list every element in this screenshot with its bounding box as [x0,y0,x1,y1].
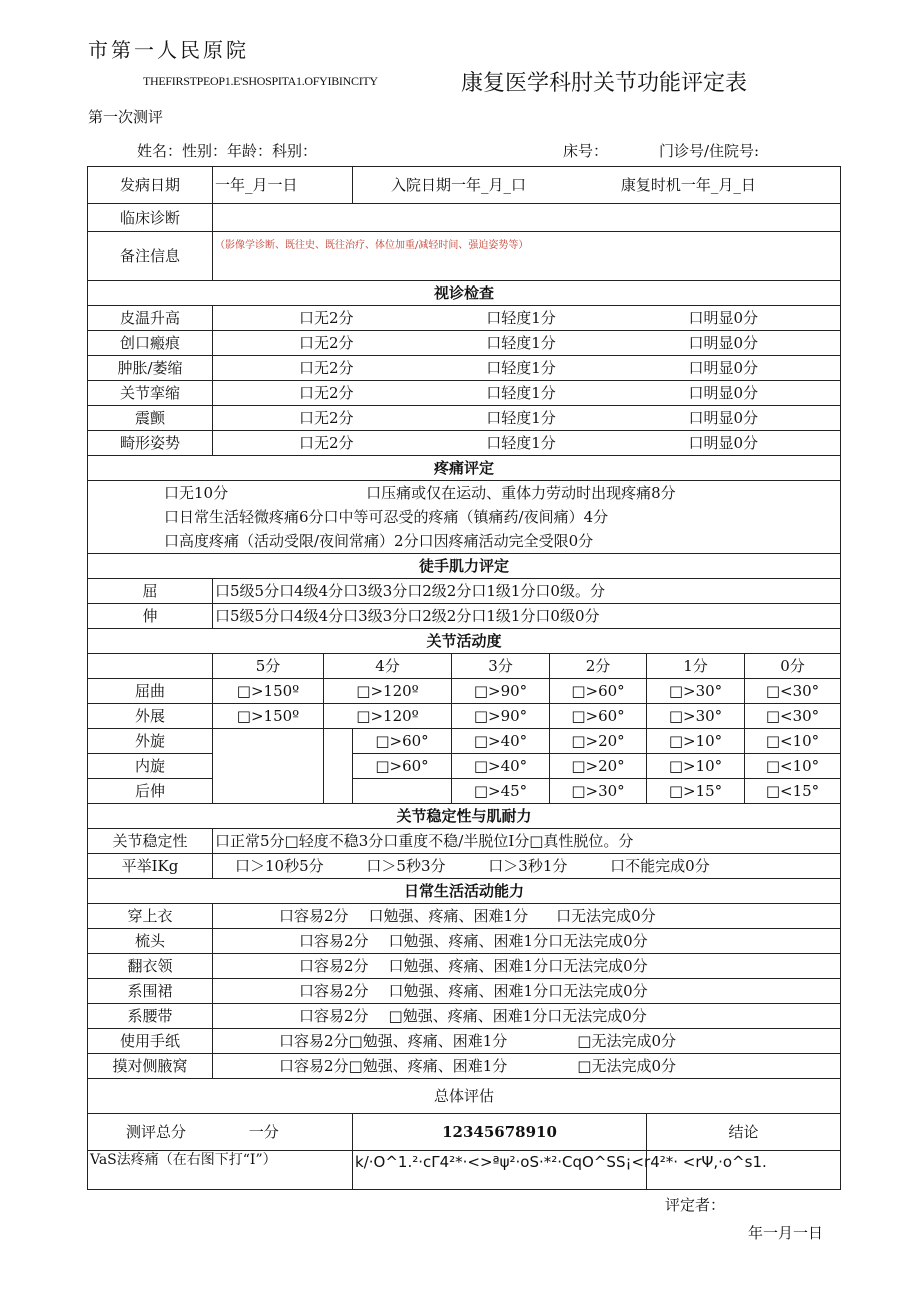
adl-option-unable[interactable]: 口无法完成0分 [556,907,656,925]
adl-option-unable[interactable]: 口无法完成0分 [548,982,648,1000]
evaluator-label: 评定者： [665,1196,726,1214]
rom-option[interactable]: □>150º [213,704,324,729]
bed-number: 床号： [563,142,609,160]
adl-label: 穿上衣 [88,904,213,929]
rom-option[interactable]: □>60° [353,754,452,779]
hospital-name: 市第一人民原院 [88,38,249,62]
rom-option[interactable]: □>15° [647,779,745,804]
rom-header: 4分 [324,654,452,679]
visual-label: 创口瘢痕 [88,331,213,356]
visual-section-title: 视诊检查 [88,281,841,306]
rom-option[interactable]: □>45° [452,779,550,804]
rom-header: 2分 [550,654,647,679]
adl-option-easy[interactable]: 口容易2分 [299,957,369,975]
overall-title: 总体评估 [88,1079,841,1114]
rom-blank [353,779,452,804]
visual-row [88,381,841,406]
visual-label: 关节挛缩 [88,381,213,406]
visual-label: 皮温升高 [88,306,213,331]
lift-option-unable[interactable]: 口不能完成0分 [610,857,710,875]
lift-option-3s[interactable]: 口＞3秒1分 [488,857,568,875]
pain-option-exertion[interactable]: 口压痛或仅在运动、重体力劳动时出现疼痛8分 [366,484,676,502]
rom-option[interactable]: □>90° [452,704,550,729]
rom-option[interactable]: □>120º [324,704,452,729]
rom-option[interactable]: □<15° [745,779,841,804]
record-number: 门诊号/住院号: [659,142,760,160]
visual-row [88,356,841,381]
option-none[interactable]: 口无2分 [299,384,354,402]
rom-header-blank [88,654,213,679]
adl-section-title: 日常生活活动能力 [88,879,841,904]
rom-section-title: 关节活动度 [88,629,841,654]
rom-option[interactable]: □>20° [550,729,647,754]
lift-option-10s[interactable]: 口＞10秒5分 [235,857,324,875]
option-obvious[interactable]: 口明显0分 [688,409,759,427]
rom-row-flexion [88,679,841,704]
rom-header: 5分 [213,654,324,679]
rom-option[interactable]: □>10° [647,754,745,779]
adl-option-difficult[interactable]: □勉强、疼痛、困难1分 [348,1057,508,1075]
rom-row-extension [88,779,841,804]
adl-row [88,1054,841,1079]
lift-options [213,854,841,879]
notes-label: 备注信息 [88,232,213,281]
adl-option-easy[interactable]: 口容易2分 [279,1057,349,1075]
rom-blank [324,729,353,804]
flexion-strength-label: 屈 [88,579,213,604]
rom-header: 1分 [647,654,745,679]
evaluation-date[interactable]: 年一月一日 [748,1224,824,1242]
option-obvious[interactable]: 口明显0分 [688,384,759,402]
muscle-section-title: 徒手肌力评定 [88,554,841,579]
stability-label: 关节稳定性 [88,829,213,854]
adl-option-difficult[interactable]: 口勉强、疼痛、困难1分 [388,957,549,975]
adl-row [88,1029,841,1054]
vas-faces-scale[interactable]: k/·O^1.²·cΓ4²*·<>ªψ²·oS·*²·CqO^SS¡<r4²*· <rΨ,·o^s1. [353,1151,647,1190]
rehab-timing[interactable]: 康复时机一年_月_日 [620,176,756,194]
vas-label: VaS法疼痛（在右图下打“I”） [88,1151,353,1190]
rom-option[interactable]: □>150º [213,679,324,704]
rom-option[interactable]: □>40° [452,754,550,779]
rom-option[interactable]: □>40° [452,729,550,754]
total-score-label: 测评总分 [126,1123,187,1141]
admit-rehab-row[interactable] [353,167,841,204]
adl-option-unable[interactable]: □无法完成0分 [577,1057,676,1075]
visual-row [88,306,841,331]
rom-label: 外展 [88,704,213,729]
adl-option-unable[interactable]: 口无法完成0分 [548,957,648,975]
adl-label: 翻衣领 [88,954,213,979]
adl-row [88,979,841,1004]
option-mild[interactable]: 口轻度1分 [486,409,556,427]
adl-label: 使用手纸 [88,1029,213,1054]
visual-label: 震颤 [88,406,213,431]
option-mild[interactable]: 口轻度1分 [486,434,556,452]
option-none[interactable]: 口无2分 [299,359,354,377]
adl-option-difficult[interactable]: □勉强、疼痛、困难1分 [388,1007,548,1025]
option-none[interactable]: 口无2分 [299,434,354,452]
pain-section-title: 疼痛评定 [88,456,841,481]
stability-section-title: 关节稳定性与肌耐力 [88,804,841,829]
rom-header-row [88,654,841,679]
lift-option-5s[interactable]: 口＞5秒3分 [366,857,446,875]
option-none[interactable]: 口无2分 [299,334,354,352]
rom-row-external-rotation [88,729,841,754]
rom-label: 内旋 [88,754,213,779]
adl-option-easy[interactable]: 口容易2分 [299,932,369,950]
rom-header: 3分 [452,654,550,679]
rom-row-internal-rotation [88,754,841,779]
rom-option[interactable]: □>10° [647,729,745,754]
rom-row-abduction [88,704,841,729]
adl-row [88,1004,841,1029]
pain-options [88,481,841,554]
adl-option-easy[interactable]: 口容易2分 [279,1032,349,1050]
lift-label: 平举IKg [88,854,213,879]
pain-option-mild-moderate[interactable]: 口日常生活轻微疼痛6分口中等可忍受的疼痛（镇痛药/夜间痛）4分 [164,508,609,526]
rom-option[interactable]: □<10° [745,729,841,754]
rom-option[interactable]: □>30° [647,679,745,704]
notes-field[interactable] [213,232,841,281]
rom-option[interactable]: □>60° [550,704,647,729]
rom-label: 屈曲 [88,679,213,704]
evaluation-table [87,166,841,1190]
rom-option[interactable]: □>20° [550,754,647,779]
adl-option-difficult[interactable]: 口勉强、疼痛、困难1分 [388,932,549,950]
adl-option-easy[interactable]: 口容易2分 [299,1007,369,1025]
onset-field[interactable]: 一年_月一日 [213,167,353,204]
adl-option-difficult[interactable]: □勉强、疼痛、困难1分 [348,1032,508,1050]
adl-option-easy[interactable]: 口容易2分 [299,982,369,1000]
adl-label: 梳头 [88,929,213,954]
rom-option[interactable]: □>30° [647,704,745,729]
option-mild[interactable]: 口轻度1分 [486,359,556,377]
pain-option-severe-limited[interactable]: 口高度疼痛（活动受限/夜间常痛）2分口因疼痛活动完全受限0分 [164,532,594,550]
stability-options[interactable]: 口正常5分□轻度不稳3分口重度不稳/半脱位I分□真性脱位。分 [213,829,841,854]
adl-label: 系围裙 [88,979,213,1004]
visual-row [88,406,841,431]
admit-date[interactable]: 入院日期一年_月_口 [391,176,527,194]
option-obvious[interactable]: 口明显0分 [688,434,759,452]
rom-option[interactable]: □>120º [324,679,452,704]
adl-option-difficult[interactable]: 口勉强、疼痛、困难1分 [368,907,529,925]
adl-label: 系腰带 [88,1004,213,1029]
rom-option[interactable]: □<30° [745,704,841,729]
total-score-cell [88,1114,353,1151]
option-obvious[interactable]: 口明显0分 [688,334,759,352]
patient-fields: 姓名：性别：年龄：科别： [137,142,318,160]
rom-label: 外旋 [88,729,213,754]
rom-option[interactable]: □>90° [452,679,550,704]
rom-option[interactable]: □>60° [353,729,452,754]
rom-blank [213,729,324,804]
rom-option[interactable]: □>30° [550,779,647,804]
option-mild[interactable]: 口轻度1分 [486,384,556,402]
adl-label: 摸对侧腋窝 [88,1054,213,1079]
flexion-strength-options[interactable]: 口5级5分口4级4分口3级3分口2级2分口1级1分口0级。分 [213,579,841,604]
option-mild[interactable]: 口轻度1分 [486,334,556,352]
rom-label: 后伸 [88,779,213,804]
form-title: 康复医学科肘关节功能评定表 [461,71,748,96]
pain-scale-numbers: 12345678910 [353,1114,647,1151]
option-none[interactable]: 口无2分 [299,309,354,327]
rom-option[interactable]: □>60° [550,679,647,704]
option-obvious[interactable]: 口明显0分 [688,309,759,327]
rom-option[interactable]: □<30° [745,679,841,704]
title-english: THEFIRSTPEOP1.E'SHOSPITA1.OFYIBINCITY [143,74,378,88]
onset-label: 发病日期 [88,167,213,204]
extension-strength-options[interactable]: 口5级5分口4级4分口3级3分口2级2分口1级1分口0级0分 [213,604,841,629]
option-mild[interactable]: 口轻度1分 [486,309,556,327]
rom-option[interactable]: □<10° [745,754,841,779]
rom-header: 0分 [745,654,841,679]
diagnosis-field[interactable] [213,204,841,232]
visual-label: 肿胀/萎缩 [88,356,213,381]
extension-strength-label: 伸 [88,604,213,629]
option-obvious[interactable]: 口明显0分 [688,359,759,377]
pain-option-none[interactable]: 口无10分 [164,484,229,502]
adl-option-unable[interactable]: 口无法完成0分 [548,932,648,950]
adl-row [88,929,841,954]
adl-row [88,954,841,979]
adl-option-unable[interactable]: □无法完成0分 [577,1032,676,1050]
adl-option-easy[interactable]: 口容易2分 [279,907,349,925]
adl-row [88,904,841,929]
conclusion-label: 结论 [647,1114,841,1151]
option-none[interactable]: 口无2分 [299,409,354,427]
visual-row [88,331,841,356]
notes-hint: （影像学诊断、既往史、既往治疗、体位加重/减轻时间、强迫姿势等） [215,240,529,251]
visual-label: 畸形姿势 [88,431,213,456]
adl-option-unable[interactable]: 口无法完成0分 [547,1007,647,1025]
diagnosis-label: 临床诊断 [88,204,213,232]
visual-row [88,431,841,456]
evaluation-round: 第一次测评 [88,108,164,126]
adl-option-difficult[interactable]: 口勉强、疼痛、困难1分 [388,982,549,1000]
total-score-value[interactable]: 一分 [248,1123,279,1141]
